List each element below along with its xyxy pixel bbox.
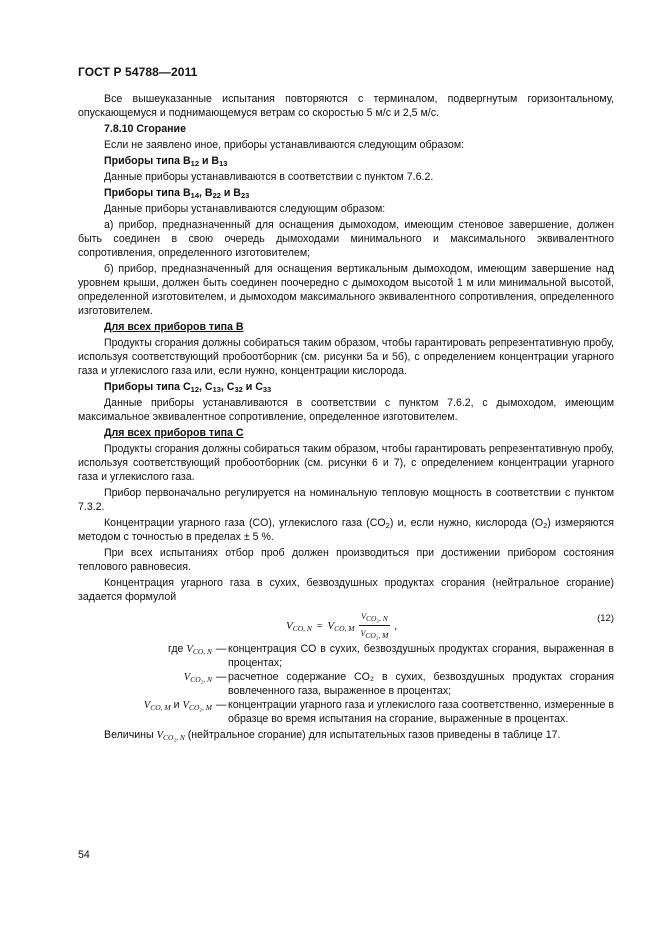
paragraph: Концентрация угарного газа в сухих, безвоздушных продуктах сгорания (нейтральное сгорание) задается формулой — [78, 577, 614, 603]
subscript: CO₂, M — [188, 703, 212, 712]
subscript: 12 — [190, 385, 200, 394]
equation-number: (12) — [597, 613, 614, 624]
formula-comma: , — [394, 619, 398, 632]
text: , C — [199, 381, 213, 393]
subscript: 14 — [190, 191, 200, 200]
text: Для всех приборов типа B — [104, 321, 244, 333]
page-number: 54 — [78, 849, 90, 861]
paragraph: а) прибор, предназначенный для оснащения дымоходом, имеющим стеновое завершение, должен быть соединен в свою очередь дымоходами минимального и максимального эквивалентного сопротивления, определенного изготовителем; — [78, 219, 614, 259]
symbol: V — [183, 672, 191, 683]
formula-block — [78, 608, 614, 640]
text: ) и, если нужно, кислорода (O — [389, 517, 544, 529]
definition-item — [78, 698, 614, 726]
subheading-all-c — [78, 426, 614, 440]
subscript: 13 — [212, 385, 221, 394]
dash: — — [216, 643, 227, 655]
symbol: V — [182, 700, 189, 711]
subheading-b12 — [78, 154, 614, 168]
definition-text: концентрация CO в сухих, безвоздушных продуктах сгорания, выраженная в процентах; — [228, 643, 614, 669]
subscript: CO₂, N — [366, 614, 388, 623]
text: и C — [242, 381, 263, 393]
text: Приборы типа C — [104, 381, 191, 393]
formula — [286, 610, 397, 641]
subscript: 12 — [190, 159, 200, 168]
paragraph: Данные приборы устанавливаются в соответствии с пунктом 7.6.2. — [104, 171, 434, 183]
text: и B — [199, 155, 220, 167]
definition-text: концентрации угарного газа и углекислого газа соответственно, измеренные в образце во время испытания на сгорание, выраженные в процентах. — [228, 699, 614, 725]
subscript: 2 — [543, 521, 548, 530]
text: где — [167, 643, 187, 655]
definition-symbol — [78, 698, 216, 726]
subscript: 33 — [262, 385, 272, 394]
symbol: V — [286, 619, 293, 632]
text: Приборы типа B — [104, 187, 191, 199]
formula-lhs — [286, 619, 312, 633]
symbol: V — [361, 612, 367, 621]
text: ) измеряются методом с точностью в пределах ± 5 %. — [78, 517, 614, 543]
subscript: 22 — [212, 191, 221, 200]
subheading-c12 — [78, 380, 614, 394]
definition-item — [78, 642, 614, 670]
paragraph — [78, 728, 614, 743]
paragraph: Данные приборы устанавливаются в соответствии с пунктом 7.6.2, с дымоходом, имеющим максимальное эквивалентное сопротивление, определенное изготовителем. — [78, 397, 614, 423]
subscript: 13 — [219, 159, 228, 168]
text: и — [170, 699, 183, 711]
subscript: CO, M — [334, 623, 355, 633]
fraction-denominator — [359, 626, 391, 641]
subscript: 23 — [240, 191, 250, 200]
subscript: CO₂, M — [365, 631, 389, 640]
subscript: CO₂, N — [190, 675, 212, 684]
text: (нейтральное сгорание) для испытательных газов приведены в таблице 17. — [184, 729, 561, 741]
symbol: V — [360, 629, 366, 638]
paragraph: Продукты сгорания должны собираться таким образом, чтобы гарантировать репрезентативную пробу, используя соответствующий пробоотборник (см. рисунки 6 и 7), с определением концентрации угарного газа и углекислого газа. — [78, 443, 614, 483]
paragraph: При всех испытаниях отбор проб должен производиться при достижении прибором состояния теплового равновесия. — [78, 547, 614, 573]
document-code: ГОСТ Р 54788—2011 — [78, 65, 198, 79]
section-heading: 7.8.10 Сгорание — [104, 123, 186, 135]
definition-text: расчетное содержание CO₂ в сухих, безвоздушных продуктах сгорания вовлеченного газа, выраженное в процентах; — [228, 671, 614, 697]
fraction-numerator — [359, 610, 390, 626]
definition-symbol — [78, 670, 216, 698]
text: и B — [220, 187, 241, 199]
symbol: V — [186, 644, 193, 655]
definition-symbol — [78, 642, 216, 670]
subheading-b14 — [78, 186, 614, 200]
paragraph: б) прибор, предназначенный для оснащения вертикальным дымоходом, имеющим завершение над уровнем крыши, должен быть соединен поочередно с дымоходом высотой 1 м или минимальной высотой, определенной изготовителем, и дымоходом максимального эквивалентного сопротивления, определенного изготовителем. — [78, 263, 614, 317]
dash: — — [216, 699, 227, 711]
paragraph: Если не заявлено иное, приборы устанавливаются следующим образом: — [104, 139, 465, 151]
subscript: CO₂, N — [163, 733, 185, 742]
paragraph: Все вышеуказанные испытания повторяются с терминалом, подвергнутым горизонтальному, опускающемуся и поднимающемуся ветрам со скоростью 5 м/с и 2,5 м/с. — [78, 93, 614, 119]
paragraph: Данные приборы устанавливаются следующим образом: — [104, 203, 386, 215]
subscript: 2 — [385, 521, 390, 530]
paragraph: Прибор первоначально регулируется на номинальную тепловую мощность в соответствии с пунктом 7.3.2. — [78, 487, 614, 513]
dash: — — [216, 671, 227, 683]
definition-item — [78, 670, 614, 698]
equals-sign: = — [315, 619, 324, 632]
text: Приборы типа B — [104, 155, 191, 167]
symbol: V — [143, 700, 151, 711]
text: , C — [220, 381, 235, 393]
symbol: V — [156, 730, 164, 741]
fraction — [359, 610, 391, 641]
text: Концентрации угарного газа (CO), углекислого газа (CO — [104, 517, 386, 529]
symbol: V — [327, 619, 335, 632]
text: Величины — [104, 729, 157, 741]
subscript: CO, M — [150, 703, 171, 712]
text: Для всех приборов типа C — [104, 427, 244, 439]
subscript: CO, N — [292, 623, 312, 633]
paragraph — [78, 516, 614, 544]
page-body — [78, 92, 614, 745]
subscript: CO, N — [192, 647, 212, 656]
paragraph: Продукты сгорания должны собираться таким образом, чтобы гарантировать репрезентативную пробу, используя соответствующий пробоотборник (см. рисунки 5а и 5б), с определением концентрации угарного газа и углекислого газа или, если нужно, концентрации кислорода. — [78, 337, 614, 377]
subheading-all-b — [78, 320, 614, 334]
subscript: 32 — [234, 385, 243, 394]
text: , B — [199, 187, 213, 199]
formula-rhs — [327, 619, 354, 633]
definitions-list — [78, 642, 614, 726]
